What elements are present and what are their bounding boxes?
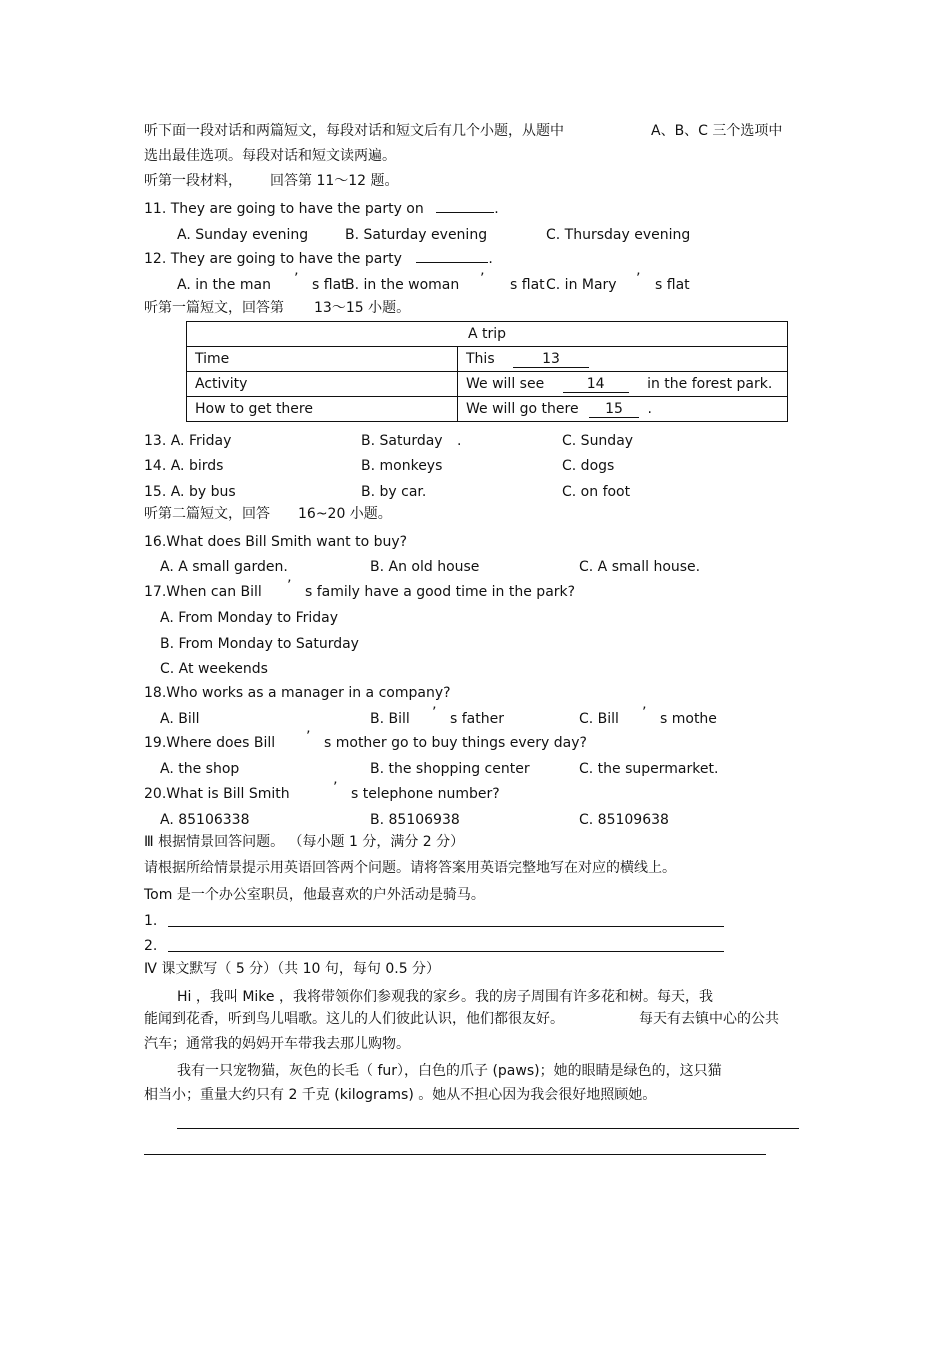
q12-option-a-suffix: s flat <box>312 277 347 293</box>
table-row <box>187 347 788 372</box>
passage-text: 每天有去镇中心的公共 <box>639 1011 779 1027</box>
intro-line-1: 听下面一段对话和两篇短文，每段对话和短文后有几个小题，从题中 <box>144 123 564 139</box>
q20-option-a: A. 85106338 <box>160 812 250 828</box>
q14-option-a: 14. A. birds <box>144 458 224 474</box>
q12-option-b: B. in the woman <box>345 277 460 293</box>
q16-option-c: C. A small house. <box>579 559 701 575</box>
trip-table-title: A trip <box>187 322 788 347</box>
q11-option-a: A. Sunday evening <box>177 227 309 243</box>
q20-option-b: B. 85106938 <box>370 812 460 828</box>
passage-text: 能闻到花香，听到鸟儿唱歌。这儿的人们彼此认识，他们都很友好。 <box>144 1011 564 1027</box>
apostrophe: ’ <box>642 705 647 721</box>
answer-1-line[interactable] <box>168 926 724 927</box>
q17-option-c: C. At weekends <box>160 661 268 677</box>
answer-1-number: 1. <box>144 913 158 929</box>
section-4-heading: Ⅳ 课文默写（ 5 分）（共 10 句，每句 0.5 分） <box>144 961 441 977</box>
section-3-scenario: Tom 是一个办公室职员，他最喜欢的户外活动是骑马。 <box>144 887 485 903</box>
q17-option-a: A. From Monday to Friday <box>160 610 339 626</box>
apostrophe: ’ <box>432 705 437 721</box>
answer-blank[interactable] <box>436 212 494 213</box>
question-11-stem: 11. They are going to have the party on <box>144 201 424 217</box>
q18-option-b: B. Bill <box>370 711 410 727</box>
q11-option-c: C. Thursday evening <box>546 227 691 243</box>
question-16: 16.What does Bill Smith want to buy? <box>144 534 408 550</box>
q11-option-b: B. Saturday evening <box>345 227 488 243</box>
q12-option-c-suffix: s flat <box>655 277 690 293</box>
q18-option-a: A. Bill <box>160 711 200 727</box>
answer-blank[interactable]: 15 <box>589 401 639 418</box>
apostrophe: ’ <box>287 578 292 594</box>
intro-options: A、B、C 三个选项中 <box>651 123 783 139</box>
row-label: How to get there <box>187 397 458 422</box>
row-label: Activity <box>187 372 458 397</box>
answer-2-number: 2. <box>144 938 158 954</box>
q14-option-b: B. monkeys <box>361 458 443 474</box>
q18-option-c: C. Bill <box>579 711 619 727</box>
row-value: We will go there 15 . <box>458 397 788 422</box>
q17-option-b: B. From Monday to Saturday <box>160 636 359 652</box>
q18-option-b-suffix: s father <box>450 711 504 727</box>
answer-2-line[interactable] <box>168 951 724 952</box>
question-11: 11. They are going to have the party on . <box>144 201 499 217</box>
q18-option-c-suffix: s mothe <box>660 711 717 727</box>
row-value: This 13 <box>458 347 788 372</box>
section-3-heading: Ⅲ 根据情景回答问题。 （每小题 1 分，满分 2 分） <box>144 834 465 850</box>
apostrophe: ’ <box>636 271 641 287</box>
question-20-rest: s telephone number? <box>351 786 500 802</box>
q19-option-c: C. the supermarket. <box>579 761 719 777</box>
row-value: We will see 14 in the forest park. <box>458 372 788 397</box>
question-19: 19.Where does Bill <box>144 735 276 751</box>
q13-option-a: 13. A. Friday <box>144 433 232 449</box>
question-17: 17.When can Bill <box>144 584 262 600</box>
question-18: 18.Who works as a manager in a company? <box>144 685 451 701</box>
q19-option-b: B. the shopping center <box>370 761 530 777</box>
passage-text: 汽车；通常我的妈妈开车带我去那儿购物。 <box>144 1036 410 1052</box>
passage-text: Hi ，我叫 Mike ，我将带领你们参观我的家乡。我的房子周围有许多花和树。每天，我 <box>177 989 713 1005</box>
apostrophe: ’ <box>333 780 338 796</box>
row-label: Time <box>187 347 458 372</box>
writing-line-2[interactable] <box>144 1154 766 1155</box>
question-19-rest: s mother go to buy things every day? <box>324 735 587 751</box>
answer-blank[interactable] <box>416 262 488 263</box>
table-row <box>187 397 788 422</box>
passage-1-heading: 听第一篇短文，回答第 <box>144 300 284 316</box>
apostrophe: ’ <box>480 271 485 287</box>
section-3-instruction: 请根据所给情景提示用英语回答两个问题。请将答案用英语完整地写在对应的横线上。 <box>144 860 676 876</box>
q12-option-b-suffix: s flat <box>510 277 545 293</box>
passage-2-range: 16~20 小题。 <box>298 506 392 522</box>
answer-blank[interactable]: 13 <box>513 351 589 368</box>
q15-option-b: B. by car. <box>361 484 427 500</box>
q16-option-a: A. A small garden. <box>160 559 288 575</box>
material-1-heading: 听第一段材料， <box>144 173 242 189</box>
passage-text: 我有一只宠物猫，灰色的长毛（ fur），白色的爪子 (paws)；她的眼睛是绿色的，这只猫 <box>177 1063 722 1079</box>
passage-1-range: 13～15 小题。 <box>314 300 411 316</box>
table-row <box>187 372 788 397</box>
q15-option-c: C. on foot <box>562 484 631 500</box>
q12-option-a: A. in the man <box>177 277 271 293</box>
q15-option-a: 15. A. by bus <box>144 484 236 500</box>
question-17-rest: s family have a good time in the park? <box>305 584 576 600</box>
question-12-stem: 12. They are going to have the party <box>144 251 402 267</box>
trip-table <box>186 321 788 422</box>
answer-blank[interactable]: 14 <box>563 376 629 393</box>
passage-2-heading: 听第二篇短文，回答 <box>144 506 270 522</box>
passage-text: 相当小；重量大约只有 2 千克 (kilograms) 。她从不担心因为我会很好地照顾她。 <box>144 1087 657 1103</box>
material-1-range: 回答第 11～12 题。 <box>270 173 399 189</box>
apostrophe: ’ <box>294 271 299 287</box>
q19-option-a: A. the shop <box>160 761 240 777</box>
question-20: 20.What is Bill Smith <box>144 786 290 802</box>
q20-option-c: C. 85109638 <box>579 812 669 828</box>
apostrophe: ’ <box>306 729 311 745</box>
q13-option-b: B. Saturday <box>361 433 443 449</box>
intro-line-2: 选出最佳选项。每段对话和短文读两遍。 <box>144 148 396 164</box>
q14-option-c: C. dogs <box>562 458 615 474</box>
q13-option-c: C. Sunday <box>562 433 634 449</box>
q16-option-b: B. An old house <box>370 559 480 575</box>
q12-option-c: C. in Mary <box>546 277 617 293</box>
q13-dot: . <box>457 433 462 449</box>
writing-line-1[interactable] <box>177 1128 799 1129</box>
question-12: 12. They are going to have the party . <box>144 251 493 267</box>
